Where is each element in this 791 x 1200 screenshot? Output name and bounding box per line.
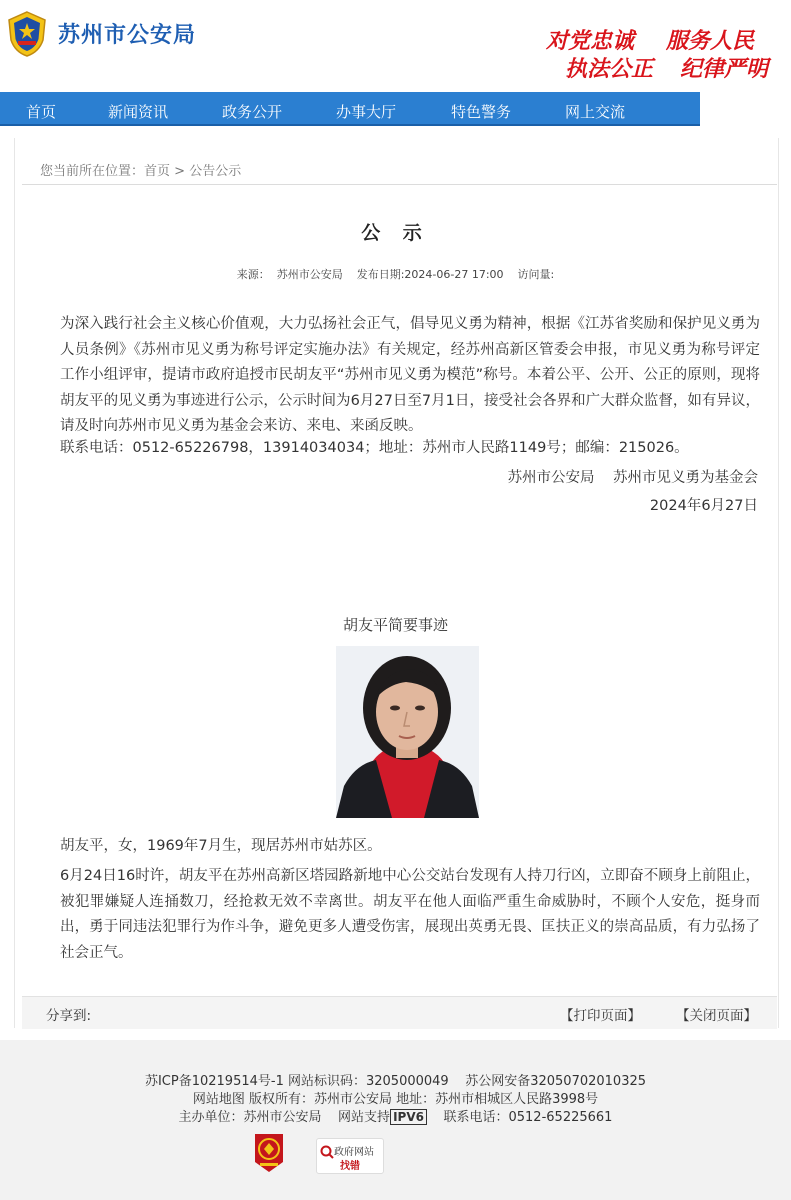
nav-item-news[interactable]: 新闻资讯 <box>108 103 169 121</box>
ipv6-badge: IPV6 <box>390 1109 427 1125</box>
section-subtitle: 胡友平简要事迹 <box>342 616 448 634</box>
nav-item-home[interactable]: 首页 <box>26 103 57 121</box>
slogan-text: 执法公正 <box>565 56 654 82</box>
share-label: 分享到: <box>46 1008 92 1024</box>
magnifier-icon <box>320 1145 334 1159</box>
badge-label-error: 找错 <box>340 1161 360 1172</box>
breadcrumb-current-link[interactable]: 公告公示 <box>189 164 242 179</box>
article-signature: 苏州市公安局 苏州市见义勇为基金会 <box>507 470 758 486</box>
contact-info: 联系电话：0512-65226798，13914034034；地址：苏州市人民路1149号；邮编：215026。 <box>60 440 689 456</box>
article-date: 2024年6月27日 <box>649 498 758 514</box>
nav-item-government-affairs[interactable]: 政务公开 <box>222 103 283 121</box>
breadcrumb <box>40 160 241 179</box>
breadcrumb-separator: > <box>170 164 190 179</box>
article-title: 公 示 <box>361 222 430 244</box>
breadcrumb-prefix: 您当前所在位置： <box>40 164 145 179</box>
nav-item-online-exchange[interactable]: 网上交流 <box>565 103 626 121</box>
nav-item-featured-policing[interactable]: 特色警务 <box>451 103 512 121</box>
badge-label: 政府网站 <box>334 1147 374 1158</box>
deed-paragraph: 6月24日16时许，胡友平在苏州高新区塔园路新地中心公交站台发现有人持刀行凶，立即奋不顾身上前阻止，被犯罪嫌疑人连捅数刀，经抢救无效不幸离世。胡友平在他人面临严重生命威胁时，不顾个人安危，挺身而出，勇于同违法犯罪行为作斗争，避免更多人遭受伤害，展现出英勇无畏、匡扶正义的崇高品质，有力弘扬了社会正气。 <box>60 868 760 961</box>
footer-host-text: 主办单位：苏州市公安局 网站支持 <box>178 1110 391 1125</box>
footer-phone-text: 联系电话：0512-65225661 <box>426 1110 613 1125</box>
nav-divider <box>0 124 700 126</box>
police-emblem-icon <box>6 10 48 58</box>
portrait-photo <box>336 646 479 818</box>
close-page-button[interactable]: 【关闭页面】 <box>676 1008 757 1024</box>
article-paragraph: 为深入践行社会主义核心价值观，大力弘扬社会正气，倡导见义勇为精神，根据《江苏省奖励和保护见义勇为人员条例》《苏州市见义勇为称号评定实施办法》有关规定，经苏州高新区管委会申报，市见义勇为称号评定工作小组评审，提请市政府追授市民胡友平“苏州市见义勇为模范”称号。本着公平、公开、公正的原则，现将胡友平的见义勇为事迹进行公示，公示时间为6月27日至7月1日，接受社会各界和广大群众监督，如有异议，请及时向苏州市见义勇为基金会来访、来电、来函反映。 <box>60 316 760 434</box>
breadcrumb-home-link[interactable]: 首页 <box>144 164 171 179</box>
slogan-text: 服务人民 <box>666 28 755 54</box>
party-government-badge-icon[interactable] <box>251 1132 287 1174</box>
footer-copyright-line: 网站地图 版权所有：苏州市公安局 地址：苏州市相城区人民路3998号 <box>192 1092 599 1107</box>
main-nav <box>0 92 700 124</box>
share-bar <box>22 996 777 1029</box>
slogan-text: 对党忠诚 <box>546 28 635 54</box>
breadcrumb-divider <box>22 184 777 185</box>
slogan-text: 纪律严明 <box>680 56 769 82</box>
nav-item-service-hall[interactable]: 办事大厅 <box>336 103 397 121</box>
print-page-button[interactable]: 【打印页面】 <box>560 1008 641 1024</box>
article-meta: 来源： 苏州市公安局 发布日期:2024-06-27 17:00 访问量: <box>236 268 555 281</box>
person-bio: 胡友平，女，1969年7月生，现居苏州市姑苏区。 <box>60 838 382 854</box>
footer-icp-line: 苏ICP备10219514号-1 网站标识码：3205000049 苏公网安备32050702010325 <box>144 1074 647 1089</box>
site-title[interactable]: 苏州市公安局 <box>58 23 197 48</box>
footer-host-line <box>0 1106 791 1125</box>
